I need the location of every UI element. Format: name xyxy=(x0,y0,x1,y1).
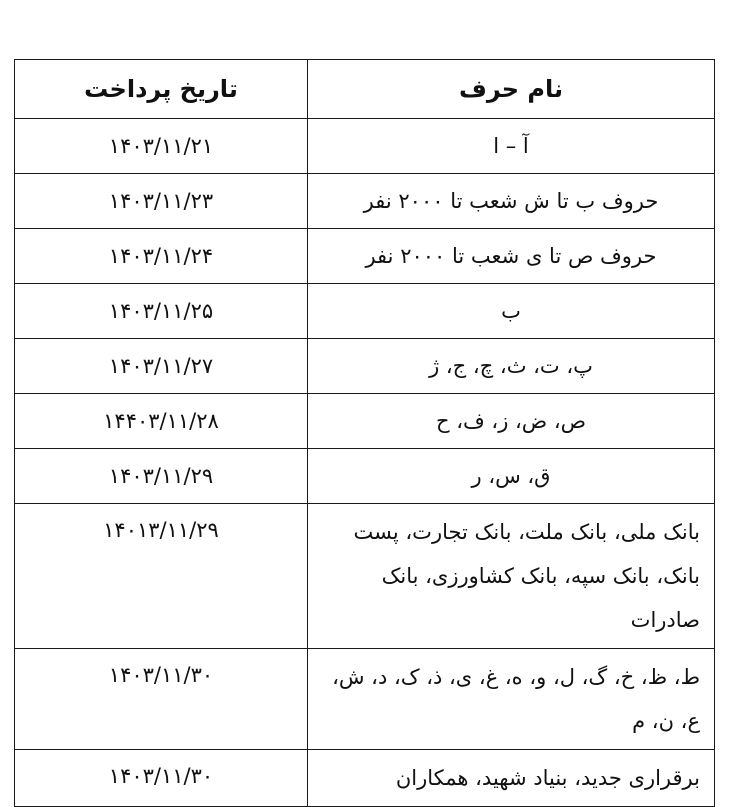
letter-name-cell: حروف ص تا ی شعب تا ۲۰۰۰ نفر xyxy=(308,229,715,284)
payment-date-cell: ۱۴۰۳/۱۱/۲۵ xyxy=(15,284,308,339)
letter-name-cell: حروف ب تا ش شعب تا ۲۰۰۰ نفر xyxy=(308,174,715,229)
payment-date-cell: ۱۴۰۳/۱۱/۳۰ xyxy=(15,649,308,750)
table-row xyxy=(15,284,715,339)
table-row xyxy=(15,229,715,284)
payment-date-cell: ۱۴۰۳/۱۱/۲۱ xyxy=(15,119,308,174)
letter-name-cell: ب xyxy=(308,284,715,339)
letter-name-cell: ص، ض، ز، ف، ح xyxy=(308,394,715,449)
letter-name-cell: ق، س، ر xyxy=(308,449,715,504)
table-row xyxy=(15,119,715,174)
table-row xyxy=(15,504,715,649)
table-header-row xyxy=(15,60,715,119)
table-row xyxy=(15,339,715,394)
letter-name-cell: ط، ظ، خ، گ، ل، و، ه، غ، ی، ذ، ک، د، ش، ع، ن، م xyxy=(308,649,715,750)
letter-name-cell: بانک ملی، بانک ملت، بانک تجارت، پست بانک، بانک سپه، بانک کشاورزی، بانک صادرات xyxy=(308,504,715,649)
payment-date-cell: ۱۴۰۱۳/۱۱/۲۹ xyxy=(15,504,308,649)
table-row xyxy=(15,449,715,504)
table-row xyxy=(15,174,715,229)
table-row xyxy=(15,750,715,807)
letter-name-cell: پ، ت، ث، چ، ج، ژ xyxy=(308,339,715,394)
payment-schedule-table xyxy=(14,59,715,807)
page-heading xyxy=(0,0,729,10)
header-payment-date: تاریخ پرداخت xyxy=(15,60,308,119)
letter-name-cell: آ – ا xyxy=(308,119,715,174)
payment-date-cell: ۱۴۰۳/۱۱/۲۴ xyxy=(15,229,308,284)
table-row xyxy=(15,649,715,750)
table-row xyxy=(15,394,715,449)
payment-date-cell: ۱۴۰۳/۱۱/۲۷ xyxy=(15,339,308,394)
payment-date-cell: ۱۴۰۳/۱۱/۲۳ xyxy=(15,174,308,229)
payment-date-cell: ۱۴۰۳/۱۱/۲۹ xyxy=(15,449,308,504)
payment-date-cell: ۱۴۴۰۳/۱۱/۲۸ xyxy=(15,394,308,449)
payment-date-cell: ۱۴۰۳/۱۱/۳۰ xyxy=(15,750,308,807)
header-letter-name: نام حرف xyxy=(308,60,715,119)
letter-name-cell: برقراری جدید، بنیاد شهید، همکاران xyxy=(308,750,715,807)
